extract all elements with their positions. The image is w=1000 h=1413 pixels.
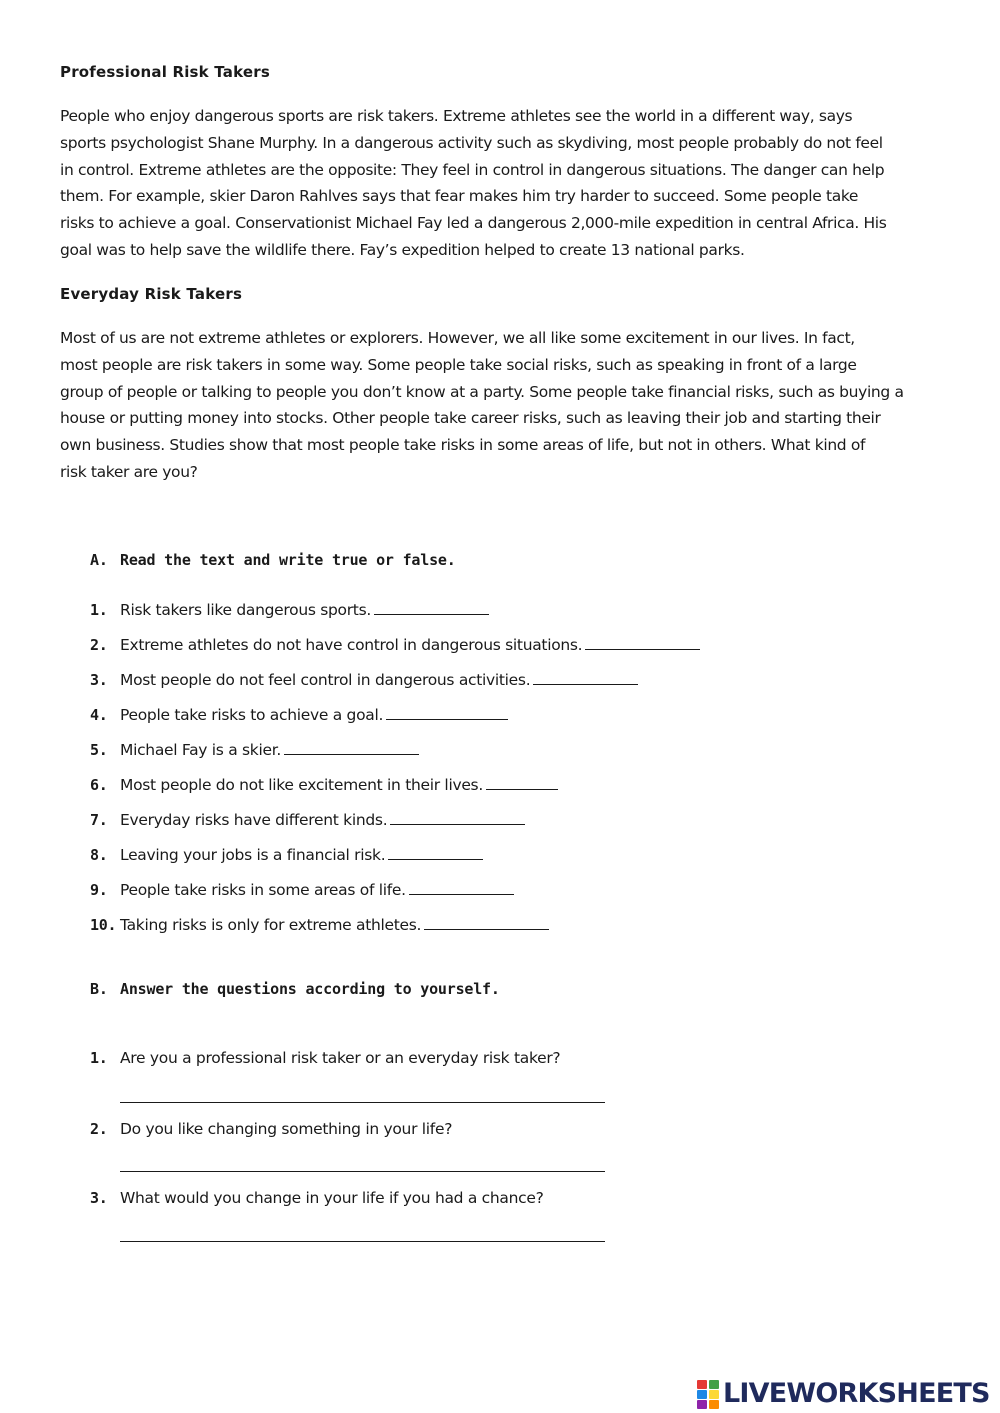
exercise-b-label: B. (90, 980, 108, 998)
item-number: 9. (90, 881, 108, 899)
exercise-b-question (90, 1189, 544, 1207)
question-text: People take risks in some areas of life. (120, 881, 406, 899)
exercise-a-instruction: Read the text and write true or false. (120, 551, 456, 569)
list-item (90, 635, 700, 670)
exercise-a-label: A. (90, 551, 108, 569)
question-text: Risk takers like dangerous sports. (120, 601, 371, 619)
exercise-a-title (90, 551, 456, 569)
logo-blocks-icon (697, 1378, 721, 1408)
item-number: 10. (90, 916, 117, 934)
answer-line[interactable] (120, 1171, 605, 1172)
item-number: 3. (90, 1189, 108, 1207)
list-item (90, 845, 700, 880)
answer-blank[interactable] (390, 810, 525, 825)
item-number: 6. (90, 776, 108, 794)
section-title-professional: Professional Risk Takers (60, 63, 270, 81)
item-number: 5. (90, 741, 108, 759)
list-item (90, 915, 700, 950)
paragraph-line: group of people or talking to people you don’t know at a party. Some people take financial risks, such as buying a (60, 382, 904, 401)
paragraph-line: People who enjoy dangerous sports are risk takers. Extreme athletes see the world in a different way, says (60, 107, 853, 125)
list-item (90, 775, 700, 810)
paragraph-line: them. For example, skier Daron Rahlves says that fear makes him try harder to succeed. Some people take (60, 187, 859, 206)
exercise-b-question (90, 1049, 560, 1067)
answer-blank[interactable] (386, 705, 508, 720)
question-text: Leaving your jobs is a financial risk. (120, 846, 386, 864)
question-text: Are you a professional risk taker or an everyday risk taker? (120, 1049, 561, 1067)
question-text: Do you like changing something in your life? (120, 1120, 453, 1138)
question-text: Most people do not like excitement in their lives. (120, 776, 483, 794)
question-text: Michael Fay is a skier. (120, 741, 281, 759)
list-item (90, 670, 700, 705)
exercise-a-list (90, 600, 700, 950)
exercise-b-question (90, 1120, 452, 1138)
item-number: 8. (90, 846, 108, 864)
item-number: 2. (90, 1120, 108, 1138)
answer-blank[interactable] (409, 880, 514, 895)
answer-blank[interactable] (424, 915, 549, 930)
answer-blank[interactable] (585, 635, 700, 650)
logo-text: LIVEWORKSHEETS (723, 1377, 990, 1409)
section-title-everyday: Everyday Risk Takers (60, 285, 243, 303)
item-number: 2. (90, 636, 108, 654)
answer-blank[interactable] (388, 845, 483, 860)
paragraph-line: house or putting money into stocks. Other people take career risks, such as leaving their job and starting their (60, 409, 881, 428)
paragraph-everyday (60, 325, 950, 486)
exercise-b-title (90, 980, 500, 998)
question-text: Extreme athletes do not have control in dangerous situations. (120, 636, 583, 654)
item-number: 1. (90, 601, 108, 619)
list-item (90, 880, 700, 915)
question-text: People take risks to achieve a goal. (120, 706, 384, 724)
item-number: 7. (90, 811, 108, 829)
list-item (90, 705, 700, 740)
question-text: Everyday risks have different kinds. (120, 811, 388, 829)
question-text: What would you change in your life if you had a chance? (120, 1189, 544, 1207)
answer-blank[interactable] (486, 775, 558, 790)
answer-line[interactable] (120, 1102, 605, 1103)
item-number: 3. (90, 671, 108, 689)
item-number: 4. (90, 706, 108, 724)
question-text: Taking risks is only for extreme athletes. (120, 916, 422, 934)
question-text: Most people do not feel control in dangerous activities. (120, 671, 531, 689)
answer-line[interactable] (120, 1241, 605, 1242)
exercise-b-instruction: Answer the questions according to yourself. (120, 980, 500, 998)
paragraph-line: in control. Extreme athletes are the opposite: They feel in control in dangerous situations. The danger can help (60, 160, 885, 179)
item-number: 1. (90, 1049, 108, 1067)
paragraph-line: risk taker are you? (60, 462, 198, 481)
liveworksheets-logo (697, 1377, 990, 1409)
list-item (90, 600, 700, 635)
paragraph-line: Most of us are not extreme athletes or explorers. However, we all like some excitement in our lives. In fact, (60, 329, 855, 347)
answer-blank[interactable] (374, 600, 489, 615)
list-item (90, 810, 700, 845)
paragraph-line: sports psychologist Shane Murphy. In a dangerous activity such as skydiving, most people probably do not feel (60, 133, 883, 152)
paragraph-line: goal was to help save the wildlife there. Fay’s expedition helped to create 13 national parks. (60, 240, 745, 259)
answer-blank[interactable] (533, 670, 638, 685)
list-item (90, 740, 700, 775)
paragraph-professional (60, 103, 950, 264)
paragraph-line: risks to achieve a goal. Conservationist Michael Fay led a dangerous 2,000-mile expedition in central Africa. His (60, 214, 887, 233)
paragraph-line: own business. Studies show that most people take risks in some areas of life, but not in others. What kind of (60, 436, 866, 455)
answer-blank[interactable] (284, 740, 419, 755)
paragraph-line: most people are risk takers in some way. Some people take social risks, such as speaking in front of a large (60, 355, 857, 374)
